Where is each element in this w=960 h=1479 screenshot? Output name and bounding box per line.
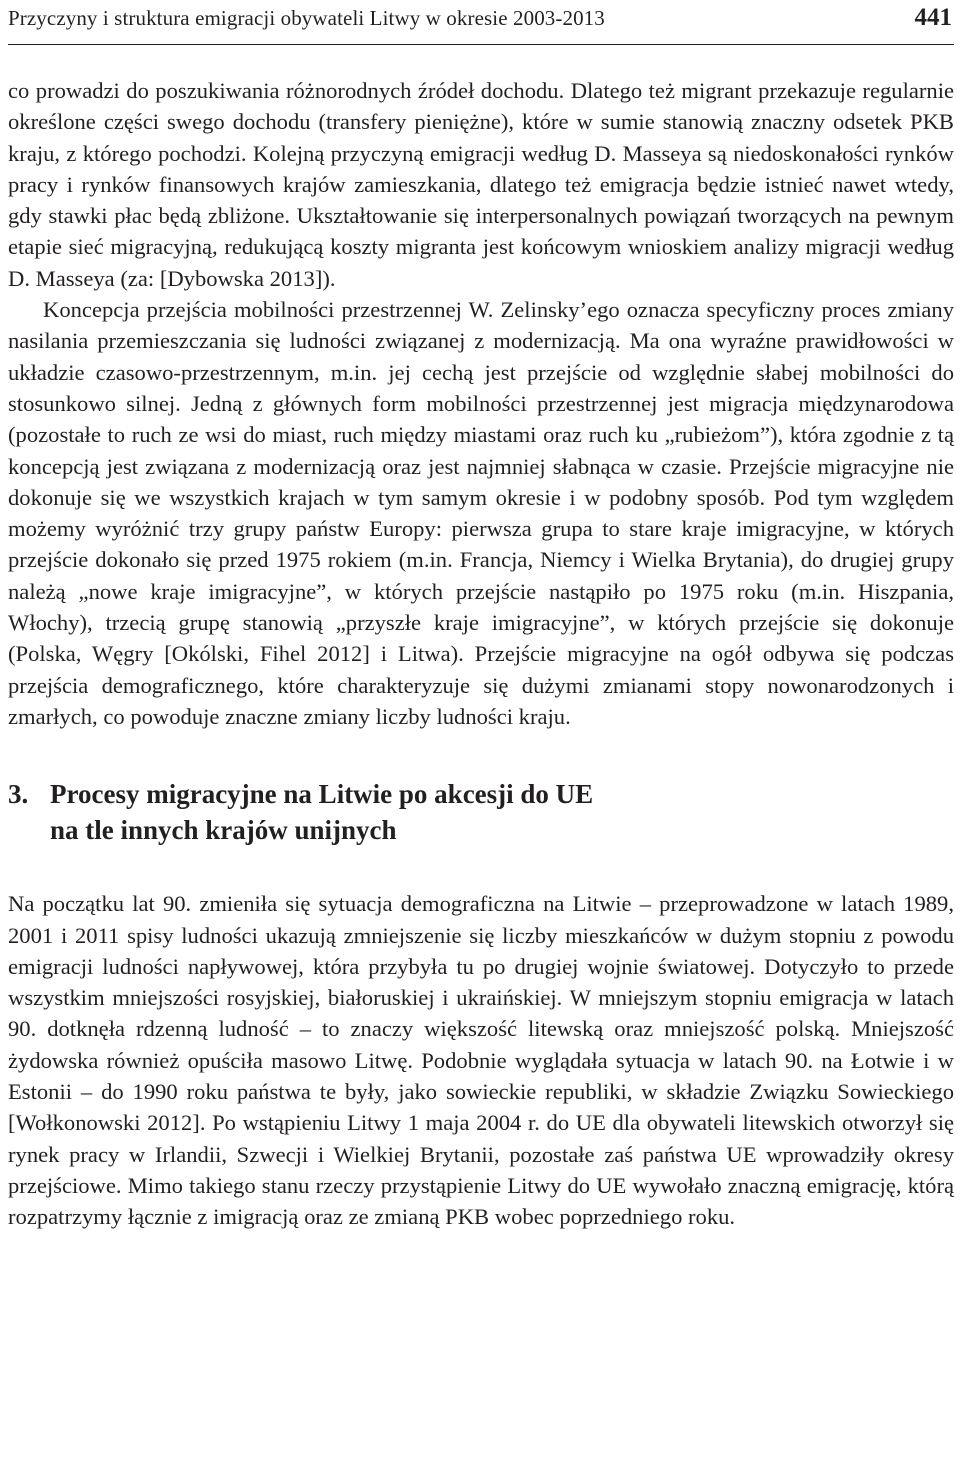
body-text (8, 75, 954, 732)
document-page (8, 0, 954, 1233)
page-number: 441 (914, 4, 952, 31)
section-title-line: na tle innych krajów unijnych (50, 815, 397, 846)
paragraph: co prowadzi do poszukiwania różnorodnych źródeł dochodu. Dlatego też migrant przekazuje regularnie określone części swego dochodu (transfery pieniężne), które w sumie stanowią znaczny odsetek PKB kraju, z którego pochodzi. Kolejną przyczyną emigracji według D. Masseya są niedoskonałości rynków pracy i rynków finansowych krajów zamieszkania, dlatego też emigracja będzie istnieć nawet wtedy, gdy stawki płac będą zbliżone. Ukształtowanie się interpersonalnych powiązań tworzących na pewnym etapie sieć migracyjną, redukującą koszty migranta jest końcowym wnioskiem analizy migracji według D. Masseya (za: [Dybowska 2013]). (8, 78, 954, 291)
running-title: Przyczyny i struktura emigracji obywateli Litwy w okresie 2003-2013 (8, 6, 605, 30)
section-body (8, 888, 954, 1232)
paragraph: Na początku lat 90. zmieniła się sytuacja demograficzna na Litwie – przeprowadzone w latach 1989, 2001 i 2011 spisy ludności ukazują zmniejszenie się liczby mieszkańców w dużym stopniu z powodu emigracji ludności napływowej, która przybyła tu po drugiej wojnie światowej. Dotyczyło to przede wszystkim mniejszości rosyjskiej, białoruskiej i ukraińskiej. W mniejszym stopniu emigracja w latach 90. dotknęła rdzenną ludność – to znaczy większość litewską oraz mniejszość polską. Mniejszość żydowska również opuściła masowo Litwę. Podobnie wyglądała sytuacja w latach 90. na Łotwie i w Estonii – do 1990 roku państwa te były, jako sowieckie republiki, w składzie Związku Sowieckiego [Wołkonowski 2012]. Po wstąpieniu Litwy 1 maja 2004 r. do UE dla obywateli litewskich otworzył się rynek pracy w Irlandii, Szwecji i Wielkiej Brytanii, pozostałe zaś państwa UE wprowadziły okresy przejściowe. Mimo takiego stanu rzeczy przystąpienie Litwy do UE wywołało znaczną emigrację, którą rozpatrzymy łącznie z imigracją oraz ze zmianą PKB wobec poprzedniego roku. (8, 891, 954, 1230)
running-header (8, 4, 954, 45)
section-title-line: Procesy migracyjne na Litwie po akcesji do UE (50, 779, 594, 810)
paragraph: Koncepcja przejścia mobilności przestrzennej W. Zelinsky’ego oznacza specyficzny proces zmiany nasilania przemieszczania się ludności związanej z modernizacją. Ma ona wyraźne prawidłowości w układzie czasowo-przestrzennym, m.in. jej cechą jest przejście od względnie słabej mobilności do stosunkowo silnej. Jedną z głównych form mobilności przestrzennej jest migracja międzynarodowa (pozostałe to ruch ze wsi do miast, ruch między miastami oraz ruch ku „rubieżom”), która zgodnie z tą koncepcją jest związana z modernizacją oraz jest najmniej słabnąca w czasie. Przejście migracyjne nie dokonuje się we wszystkich krajach w tym samym okresie i w podobny sposób. Pod tym względem możemy wyróżnić trzy grupy państw Europy: pierwsza grupa to stare kraje imigracyjne, w których przejście dokonało się przed 1975 rokiem (m.in. Francja, Niemcy i Wielka Brytania), do drugiej grupy należą „nowe kraje imigracyjne”, w których przejście nastąpiło po 1975 roku (m.in. Hiszpania, Włochy), trzecią grupę stanowią „przyszłe kraje imigracyjne”, w których przejście się dokonuje (Polska, Węgry [Okólski, Fihel 2012] i Litwa). Przejście migracyjne na ogół odbywa się podczas przejścia demograficznego, które charakteryzuje się dużymi zmianami stopy nowonarodzonych i zmarłych, co powoduje znaczne zmiany liczby ludności kraju. (8, 297, 954, 729)
section-number: 3. (8, 779, 29, 810)
section-title (50, 776, 750, 848)
section-heading (8, 776, 954, 848)
